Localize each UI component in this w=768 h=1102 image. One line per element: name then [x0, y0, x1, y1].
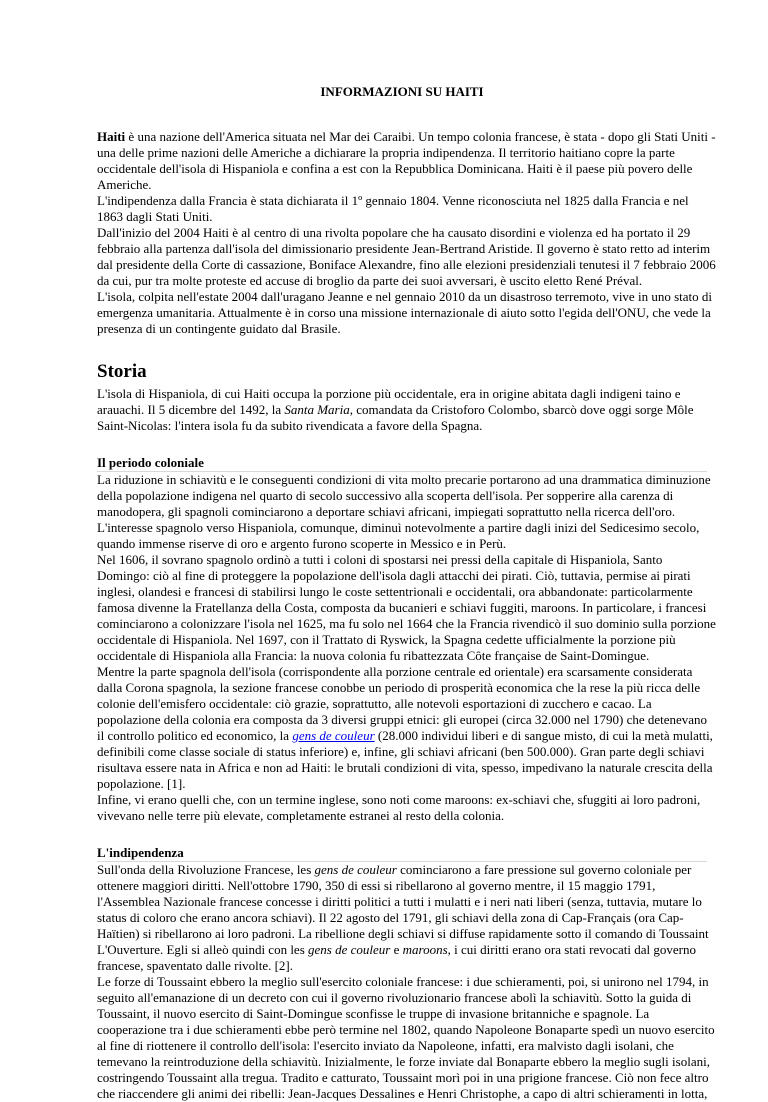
coloniale-paragraph-2: Nel 1606, il sovrano spagnolo ordinò a tutti i coloni di spostarsi nei pressi della capitale di Hispaniola, Santo Domingo: ciò al fine di proteggere la popolazione dell'isola dagli attacchi dei pirati. Ciò, tuttavia, permise ai pirati inglesi, olandesi e francesi di stabilirsi lungo le coste settentrionali e occidentali, ora abbandonate: particolarmente famosa divenne la Fratellanza della Costa, composta da bucanieri e schiavi fuggiti, maroons. In particolare, i francesi cominciarono a colonizzare l'isola nel 1625, ma fu solo nel 1664 che la Francia rivendicò il suo dominio sulla porzione occidentale di Hispaniola. Nel 1697, con il Trattato di Ryswick, la Spagna cedette ufficialmente la porzione più occidentale di Hispaniola alla Francia: la nuova colonia fu ribattezzata Côte française de Saint-Domingue.: [97, 552, 716, 663]
intro-paragraph-3: Dall'inizio del 2004 Haiti è al centro di una rivolta popolare che ha causato disordini e violenza ed ha portato il 29 febbraio alla partenza dall'isola del dimissionario presidente Jean-Bertrand Aristide. Il governo è stato retto ad interim dal presidente della Corte di cassazione, Boniface Alexandre, fino alle elezioni presidenziali tenutesi il 7 febbraio 2006 da cui, pur tra molte proteste ed accuse di broglio da parte dei suoi avversari, è uscito eletto René Préval.: [97, 225, 716, 288]
page-title: INFORMAZIONI SU HAITI: [320, 84, 484, 99]
indipendenza-italic-2: gens de couleur: [308, 942, 391, 957]
intro-paragraph-1-text: è una nazione dell'America situata nel Mar dei Caraibi. Un tempo colonia francese, è stata - dopo gli Stati Uniti - una delle prime nazioni delle Americhe a dichiarare la propria indipendenza. Il territorio haitiano copre la parte occidentale dell'isola di Hispaniola e confina a est con la Repubblica Dominicana. Haiti è il paese più povero delle Americhe.: [97, 129, 716, 192]
storia-paragraph: [97, 386, 717, 434]
intro-paragraph-2: L'indipendenza dalla Francia è stata dichiarata il 1º gennaio 1804. Venne riconosciuta nel 1825 dalla Francia e nel 1863 dagli Stati Uniti.: [97, 193, 689, 224]
storia-heading: Storia: [97, 361, 147, 382]
indipendenza-heading: L'indipendenza: [97, 845, 707, 862]
indipendenza-italic-1: gens de couleur: [314, 862, 397, 877]
indipendenza-text-c: e: [390, 942, 403, 957]
intro-paragraph-1: [97, 129, 717, 193]
indipendenza-paragraph-1: [97, 862, 717, 974]
indipendenza-text-a: Sull'onda della Rivoluzione Francese, les: [97, 862, 315, 877]
intro-paragraph-4: L'isola, colpita nell'estate 2004 dall'uragano Jeanne e nel gennaio 2010 da un disastroso terremoto, vive in uno stato di emergenza umanitaria. Attualmente è in corso una missione internazionale di aiuto sotto l'egida dell'ONU, che vede la presenza di un contingente guidato dal Brasile.: [97, 289, 712, 336]
coloniale-paragraph-4: Infine, vi erano quelli che, con un termine inglese, sono noti come maroons: ex-schiavi che, sfuggiti ai loro padroni, vivevano nelle terre più elevate, completamente estranei al resto della colonia.: [97, 792, 701, 823]
coloniale-paragraph-3: [97, 664, 717, 792]
coloniale-text-a: Mentre la parte spagnola dell'isola (corrispondente alla porzione centrale ed orientale) era scarsamente considerata dalla Corona spagnola, la sezione francese conobbe un periodo di prosperità economica che la rese la più ricca delle colonie dell'emisfero occidentale: ciò grazie, soprattutto, alle notevoli esportazioni di zucchero e cacao. La popolazione della colonia era composta da 3 diversi gruppi etnici: gli europei (circa 32.000 nel 1790) che detenevano il controllo politico ed economico, la: [97, 664, 708, 743]
indipendenza-section: [97, 862, 717, 1102]
indipendenza-paragraph-2: Le forze di Toussaint ebbero la meglio sull'esercito coloniale francese: i due schieramenti, poi, si unirono nel 1794, in seguito all'emanazione di un decreto con cui il governo rivoluzionario francese abolì la schiavitù. Sotto la guida di Toussaint, il nuovo esercito di Saint-Domingue sconfisse le truppe di invasione britanniche e spagnole. La cooperazione tra i due schieramenti ebbe però termine nel 1802, quando Napoleone Bonaparte spedì un nuovo esercito al fine di riottenere il controllo dell'isola: l'esercito inviato da Napoleone, infatti, era malvisto dagli isolani, che temevano la reintroduzione della schiavitù. Inizialmente, le forze inviate dal Bonaparte ebbero la meglio sugli isolani, costringendo Toussaint alla tregua. Tradito e catturato, Toussaint morì poi in una prigione francese. Ciò non fece altro che riaccendere gli animi dei ribelli: Jean-Jacques Dessalines e Henri Christophe, a capo di altri schieramenti in lotta,: [97, 974, 715, 1101]
indipendenza-text-d: , i cui diritti erano ora stati revocati dal governo francese, spaventato dalle rivolte. [2].: [97, 942, 696, 973]
coloniale-text-b: (28.000 individui liberi e di sangue misto, di cui la metà mulatti, definibili come classe sociale di status inferiore) e, infine, gli schiavi africani (ben 500.000). Gran parte degli schiavi risultava essere nata in Africa e non ad Haiti: le brutali condizioni di vita, spesso, impedivano la naturale crescita della popolazione. [1].: [97, 728, 713, 791]
storia-text-a: L'isola di Hispaniola, di cui Haiti occupa la porzione più occidentale, era in origine abitata dagli indigeni taino e arauachi. Il 5 dicembre del 1492, la: [97, 386, 681, 417]
storia-ship-name: Santa Maria: [284, 402, 350, 417]
storia-text-b: , comandata da Cristoforo Colombo, sbarcò dove oggi sorge Môle Saint-Nicolas: l'intera isola fu da subito rivendicata a favore della Spagna.: [97, 402, 694, 433]
intro-section: [97, 129, 717, 337]
coloniale-heading: Il periodo coloniale: [97, 455, 707, 472]
coloniale-section: [97, 472, 717, 824]
indipendenza-text-b: cominciarono a fare pressione sul governo coloniale per ottenere maggiori diritti. Nell'ottobre 1790, 350 di essi si ribellarono al governo mentre, il 15 maggio 1791, l'Assemblea Nazionale francese concesse i diritti politici a tutti i mulatti e i neri nati liberi (senza, tuttavia, mutare lo status di coloro che erano ancora schiavi). Il 22 agosto del 1791, gli schiavi della zona di Cap-Français (ora Cap-Haïtien) si ribellarono ai loro padroni. La ribellione degli schiavi si diffuse rapidamente sotto il comando di Toussaint L'Ouverture. Egli si alleò quindi con les: [97, 862, 709, 957]
intro-bold-lead: Haiti: [97, 129, 126, 144]
coloniale-paragraph-1: La riduzione in schiavitù e le conseguenti condizioni di vita molto precarie portarono ad una drammatica diminuzione della popolazione indigena nel quarto di secolo successivo alla scoperta dell'isola. Per sopperire alla carenza di manodopera, gli spagnoli cominciarono a deportare schiavi africani, impiegati soprattutto nella ricerca dell'oro. L'interesse spagnolo verso Hispaniola, comunque, diminuì notevolmente a partire dagli inizi del Sedicesimo secolo, quando immense riserve di oro e argento furono scoperte in Messico e in Perù.: [97, 472, 711, 551]
indipendenza-italic-3: maroons: [402, 942, 448, 957]
gens-de-couleur-link[interactable]: gens de couleur: [292, 728, 375, 743]
